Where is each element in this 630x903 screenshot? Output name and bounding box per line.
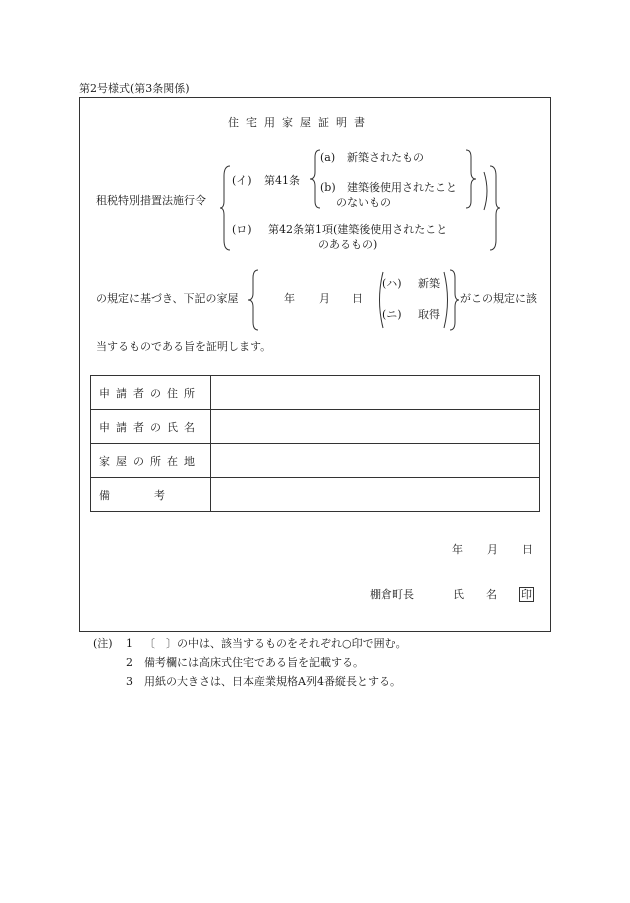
- seal-stamp: 印: [521, 588, 532, 601]
- item-ro-label: (ロ): [232, 223, 252, 236]
- issue-year: 年: [452, 543, 463, 556]
- law-outer-right-brace: [490, 166, 502, 250]
- sub-b-label: (b): [320, 181, 336, 194]
- item-i-right-brace: [466, 150, 478, 208]
- statement-month: 月: [319, 292, 330, 305]
- sub-a-text: 新築されたもの: [347, 151, 424, 164]
- note-2-text: 備考欄には高床式住宅である旨を記載する。: [144, 656, 364, 669]
- form-number: 第2号様式(第3条関係): [79, 82, 190, 95]
- law-outer-left-brace: [220, 166, 232, 250]
- option-ha-label: (ハ): [382, 277, 402, 290]
- applicant-address-field[interactable]: [211, 376, 540, 410]
- note-3-text: 用紙の大きさは、日本産業規格A列4番縦長とする。: [144, 675, 401, 688]
- row-label-remarks: 備 考: [91, 478, 211, 512]
- note-1-text: 〔 〕の中は、該当するものをそれぞれ○印で囲む。: [144, 637, 407, 650]
- table-row: [91, 410, 540, 444]
- issue-day: 日: [522, 543, 533, 556]
- row-label-applicant-address: 申請者の住所: [91, 376, 211, 410]
- law-name: 租税特別措置法施行令: [96, 194, 206, 207]
- item-ro-text-line2: のあるもの): [318, 238, 378, 251]
- issue-month: 月: [487, 543, 498, 556]
- sub-b-text-line2: のないもの: [336, 196, 391, 209]
- name-label: 氏 名: [453, 588, 497, 601]
- row-label-house-location: 家屋の所在地: [91, 444, 211, 478]
- item-i-article: 第41条: [264, 174, 300, 187]
- statement-year: 年: [284, 292, 295, 305]
- applicant-info-table: [90, 375, 540, 512]
- table-row: [91, 478, 540, 512]
- notes-prefix: (注): [93, 637, 113, 650]
- item-ro-text-line1: 第42条第1項(建築後使用されたこと: [268, 223, 448, 236]
- sub-b-text-line1: 建築後使用されたこと: [347, 181, 457, 194]
- item-i-label: (イ): [232, 174, 252, 187]
- note-2-number: 2: [126, 656, 133, 669]
- table-row: [91, 376, 540, 410]
- statement-prefix: の規定に基づき、下記の家屋: [96, 292, 239, 305]
- applicant-name-field[interactable]: [211, 410, 540, 444]
- date-left-brace: [248, 270, 260, 330]
- option-ni-text: 取得: [418, 308, 440, 321]
- note-3-number: 3: [126, 675, 133, 688]
- statement-day: 日: [352, 292, 363, 305]
- statement-suffix: がこの規定に該: [460, 292, 537, 305]
- mayor-title: 棚倉町長: [370, 588, 414, 601]
- house-location-field[interactable]: [211, 444, 540, 478]
- sub-a-label: (a): [320, 151, 336, 164]
- option-ni-label: (ニ): [382, 308, 402, 321]
- row-label-applicant-name: 申請者の氏名: [91, 410, 211, 444]
- certificate-title: 住宅用家屋証明書: [228, 116, 372, 129]
- statement-line2: 当するものである旨を証明します。: [96, 340, 272, 353]
- table-row: [91, 444, 540, 478]
- option-ha-text: 新築: [418, 277, 440, 290]
- remarks-field[interactable]: [211, 478, 540, 512]
- note-1-number: 1: [126, 637, 133, 650]
- option-right-brace: [450, 270, 460, 330]
